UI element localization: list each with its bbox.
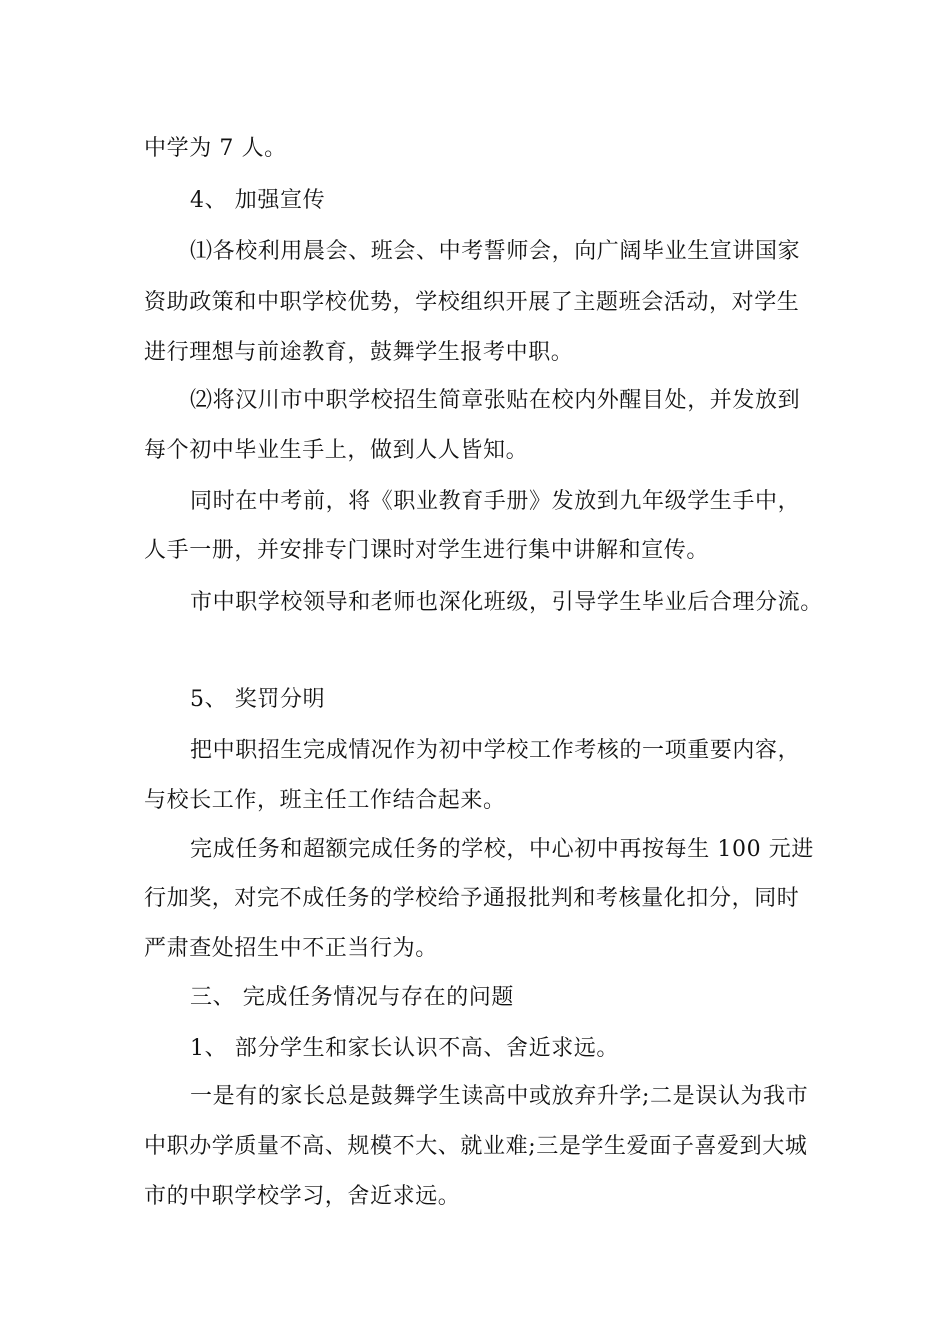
section-heading: 1、 部分学生和家长认识不高、舍近求远。 [190,1036,619,1061]
paragraph-line: 资助政策和中职学校优势，学校组织开展了主题班会活动，对学生 [144,290,800,315]
section-heading: 三、 完成任务情况与存在的问题 [190,985,514,1010]
paragraph-line: ⑵将汉川市中职学校招生简章张贴在校内外醒目处，并发放到 [190,388,801,413]
section-heading: 5、 奖罚分明 [190,687,326,712]
paragraph-line: 与校长工作，班主任工作结合起来。 [144,788,506,813]
paragraph-line: 完成任务和超额完成任务的学校，中心初中再按每生 100 元进 [190,837,814,862]
paragraph-line: 严肃查处招生中不正当行为。 [144,936,438,961]
paragraph-line: 行加奖，对完不成任务的学校给予通报批判和考核量化扣分，同时 [144,886,800,911]
paragraph-line: 进行理想与前途教育，鼓舞学生报考中职。 [144,340,574,365]
paragraph-line: 每个初中毕业生手上，做到人人皆知。 [144,438,529,463]
section-heading: 4、 加强宣传 [190,188,326,213]
paragraph-line: 市中职学校领导和老师也深化班级，引导学生毕业后合理分流。 [190,590,823,615]
paragraph-line: 中学为 7 人。 [144,136,287,161]
paragraph-line: 中职办学质量不高、规模不大、就业难;三是学生爱面子喜爱到大城 [144,1134,808,1159]
paragraph-line: 市的中职学校学习，舍近求远。 [144,1184,461,1209]
paragraph-line: ⑴各校利用晨会、班会、中考誓师会，向广阔毕业生宣讲国家 [190,239,801,264]
paragraph-line: 同时在中考前，将《职业教育手册》发放到九年级学生手中， [190,489,801,514]
paragraph-line: 一是有的家长总是鼓舞学生读高中或放弃升学;二是误认为我市 [190,1084,809,1109]
paragraph-line: 人手一册，并安排专门课时对学生进行集中讲解和宣传。 [144,538,710,563]
paragraph-line: 把中职招生完成情况作为初中学校工作考核的一项重要内容， [190,738,801,763]
